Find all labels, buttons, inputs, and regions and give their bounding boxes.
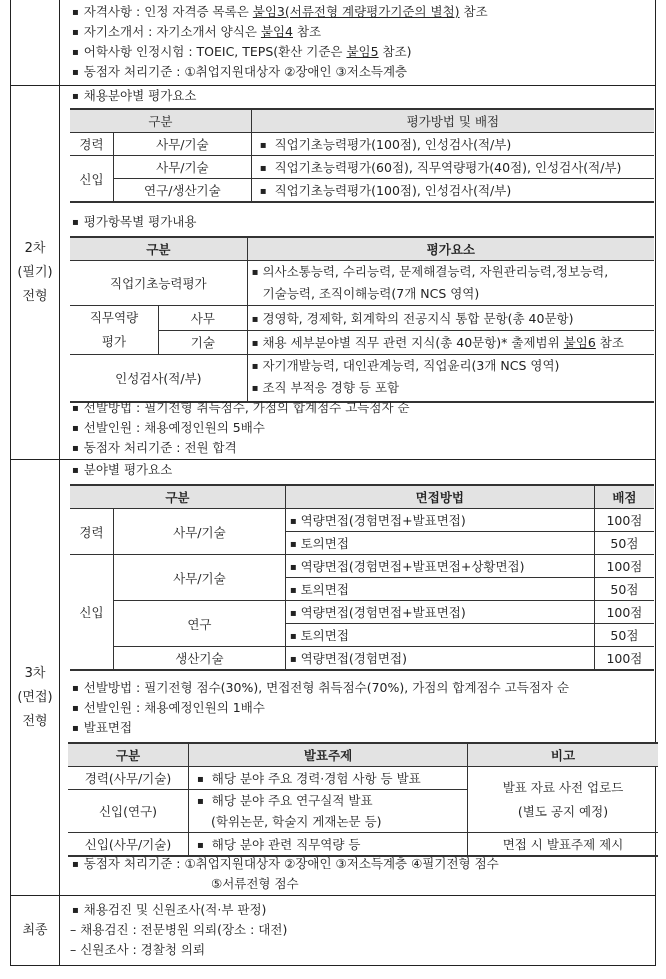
category-cell: 인성검사(적/부)	[70, 355, 247, 403]
section-title: ▪ 발표면접	[72, 718, 132, 738]
language-test-note: ▪ 어학사항 인정시험 : TOEIC, TEPS(환산 기준은 붙임5 참조)	[72, 42, 412, 62]
header-note: 비고	[468, 743, 659, 767]
header-category: 구분	[70, 485, 285, 509]
group-cell: 경력	[70, 509, 114, 555]
topic-cell	[189, 790, 468, 833]
header-method: 평가방법 및 배점	[251, 109, 654, 133]
recruitment-stages-table	[10, 0, 656, 966]
header-category: 구분	[68, 743, 189, 767]
selection-count: ▪ 선발인원 : 채용예정인원의 5배수	[72, 418, 265, 438]
method-cell: ▪ 토의면접	[285, 578, 594, 601]
stage-label-line: (필기)	[17, 264, 53, 280]
category-line: 평가	[101, 334, 127, 349]
presentation-topic-table	[68, 742, 658, 857]
table-row	[70, 509, 654, 532]
table-row	[70, 330, 654, 355]
element-line: ▪ 의사소통능력, 수리능력, 문제해결능력, 자원관리능력,정보능력,	[252, 262, 650, 284]
group-cell: 경력	[70, 133, 114, 156]
category-cell: 신입(연구)	[68, 790, 189, 833]
section-title: ▪ 평가항목별 평가내용	[72, 212, 196, 232]
score-cell: 100점	[594, 601, 654, 624]
self-intro-note: ▪ 자기소개서 : 자기소개서 양식은 붙임4 참조	[72, 22, 321, 42]
category-cell	[70, 306, 159, 355]
group-cell: 신입	[70, 156, 114, 203]
field-cell: 사무/기술	[114, 133, 252, 156]
field-cell: 사무/기술	[114, 509, 286, 555]
attachment-4-link[interactable]: 붙임4	[260, 24, 293, 39]
category-line: 직무역량	[89, 310, 139, 325]
method-cell: ▪ 역량면접(경험면접+발표면접)	[285, 509, 594, 532]
evaluation-content-table	[70, 236, 654, 403]
final-check-title: ▪ 채용검진 및 신원조사(적·부 판정)	[72, 900, 266, 920]
selection-method: ▪ 선발방법 : 필기전형 취득점수, 가점의 합계점수 고득점자 순	[72, 398, 410, 418]
stage-label-line: 3차	[24, 665, 46, 681]
attachment-6-link[interactable]: 붙임6	[563, 335, 596, 351]
header-category: 구분	[70, 237, 247, 261]
subcategory-cell: 기술	[159, 330, 248, 355]
note-cell: 면접 시 발표주제 제시	[468, 833, 659, 857]
interview-method-table	[70, 484, 654, 671]
background-check-line: – 신원조사 : 경찰청 의뢰	[70, 942, 206, 957]
attachment-3-link[interactable]: 붙임3(서류전형 계량평가기준의 별첨)	[252, 4, 460, 19]
elements-cell: ▪ 경영학, 경제학, 회계학의 전공지식 통합 문항(총 40문항)	[247, 306, 654, 331]
section-title: ▪ 분야별 평가요소	[72, 460, 172, 480]
note-cell	[468, 767, 659, 833]
method-cell: ▪ 토의면접	[285, 624, 594, 647]
table-row	[70, 261, 654, 306]
stage-label-line: 2차	[24, 240, 46, 256]
stage-label-line: (면접)	[17, 689, 53, 705]
attachment-5-link[interactable]: 붙임5	[346, 44, 379, 59]
stage-label	[11, 896, 60, 966]
field-cell: 연구/생산기술	[114, 179, 252, 203]
score-cell: 50점	[594, 532, 654, 555]
stage-label	[11, 460, 60, 895]
method-cell: ▪ 역량면접(경험면접)	[285, 647, 594, 671]
score-cell: 100점	[594, 509, 654, 532]
written-exam-row	[11, 86, 655, 460]
method-cell: ▪ 직업기초능력평가(100점), 인성검사(적/부)	[251, 179, 654, 203]
element-line: 기술능력, 조직이해능력(7개 NCS 영역)	[262, 286, 480, 301]
selection-count: ▪ 선발인원 : 채용예정인원의 1배수	[72, 698, 265, 718]
field-cell: 연구	[114, 601, 286, 647]
interview-row	[11, 460, 655, 896]
field-cell: 생산기술	[114, 647, 286, 671]
stage-label	[11, 86, 60, 459]
header-category: 구분	[70, 109, 251, 133]
header-score: 배점	[594, 485, 654, 509]
method-cell: ▪ 직업기초능력평가(100점), 인성검사(적/부)	[251, 133, 654, 156]
score-cell: 100점	[594, 647, 654, 671]
table-row	[68, 833, 658, 857]
table-row	[70, 647, 654, 671]
table-row	[70, 156, 654, 179]
tie-break-rule-continued: ⑤서류전형 점수	[211, 876, 299, 891]
table-row	[70, 355, 654, 403]
stage-label-cell	[11, 0, 60, 85]
medical-check-line: – 채용검진 : 전문병원 의뢰(장소 : 대전)	[70, 922, 288, 937]
topic-line: ▪ 해당 분야 주요 연구실적 발표	[193, 791, 463, 812]
table-row	[68, 767, 658, 790]
qualification-note: ▪ 자격사항 : 인정 자격증 목록은 붙임3(서류전형 계량평가기준의 별첨) 참조	[72, 2, 488, 22]
table-row	[70, 601, 654, 624]
score-cell: 100점	[594, 555, 654, 578]
method-cell: ▪ 토의면접	[285, 532, 594, 555]
stage-label-line: 전형	[22, 288, 48, 304]
subcategory-cell: 사무	[159, 306, 248, 331]
tie-break-rule: ▪ 동점자 처리기준 : ①취업지원대상자 ②장애인 ③저소득계층 ④필기전형 점수	[72, 854, 499, 874]
tie-break-rule: ▪ 동점자 처리기준 : 전원 합격	[72, 438, 237, 458]
method-cell: ▪ 역량면접(경험면접+발표면접)	[285, 601, 594, 624]
field-cell: 사무/기술	[114, 555, 286, 601]
stage-label-line: 최종	[22, 923, 48, 938]
method-cell: ▪ 직업기초능력평가(60점), 직무역량평가(40점), 인성검사(적/부)	[251, 156, 654, 179]
score-cell: 50점	[594, 578, 654, 601]
topic-cell: ▪ 해당 분야 주요 경력·경험 사항 등 발표	[189, 767, 468, 790]
selection-method: ▪ 선발방법 : 필기전형 점수(30%), 면접전형 취득점수(70%), 가점의 합계점수 고득점자 순	[72, 678, 569, 698]
tie-break-note: ▪ 동점자 처리기준 : ①취업지원대상자 ②장애인 ③저소득계층	[72, 62, 407, 82]
elements-cell: ▪ 채용 세부분야별 직무 관련 지식(총 40문항)* 출제범위 붙임6 참조	[247, 330, 654, 355]
group-cell: 신입	[70, 555, 114, 671]
header-topic: 발표주제	[189, 743, 468, 767]
element-line: ▪ 조직 부적응 경향 등 포함	[252, 378, 650, 400]
elements-cell	[247, 261, 654, 306]
topic-line: (학위논문, 학술지 게재논문 등)	[211, 814, 382, 829]
final-stage-row	[11, 896, 655, 966]
method-cell: ▪ 역량면접(경험면접+발표면접+상황면접)	[285, 555, 594, 578]
element-line: ▪ 자기개발능력, 대인관계능력, 직업윤리(3개 NCS 영역)	[252, 356, 650, 378]
table-row	[70, 555, 654, 578]
elements-cell	[247, 355, 654, 403]
score-cell: 50점	[594, 624, 654, 647]
header-method: 면접방법	[285, 485, 594, 509]
note-line: 발표 자료 사전 업로드	[502, 779, 624, 795]
field-cell: 사무/기술	[114, 156, 252, 179]
table-row	[70, 179, 654, 203]
category-cell: 신입(사무/기술)	[68, 833, 189, 857]
topic-cell: ▪ 해당 분야 관련 직무역량 등	[189, 833, 468, 857]
category-cell: 경력(사무/기술)	[68, 767, 189, 790]
category-cell: 직업기초능력평가	[70, 261, 247, 306]
section-title: ▪ 채용분야별 평가요소	[72, 86, 196, 106]
table-row	[70, 306, 654, 331]
header-elements: 평가요소	[247, 237, 654, 261]
note-line: (별도 공지 예정)	[517, 803, 609, 819]
evaluation-by-field-table	[70, 108, 654, 203]
table-row	[70, 133, 654, 156]
document-screening-row	[11, 0, 655, 86]
stage-label-line: 전형	[22, 713, 48, 729]
